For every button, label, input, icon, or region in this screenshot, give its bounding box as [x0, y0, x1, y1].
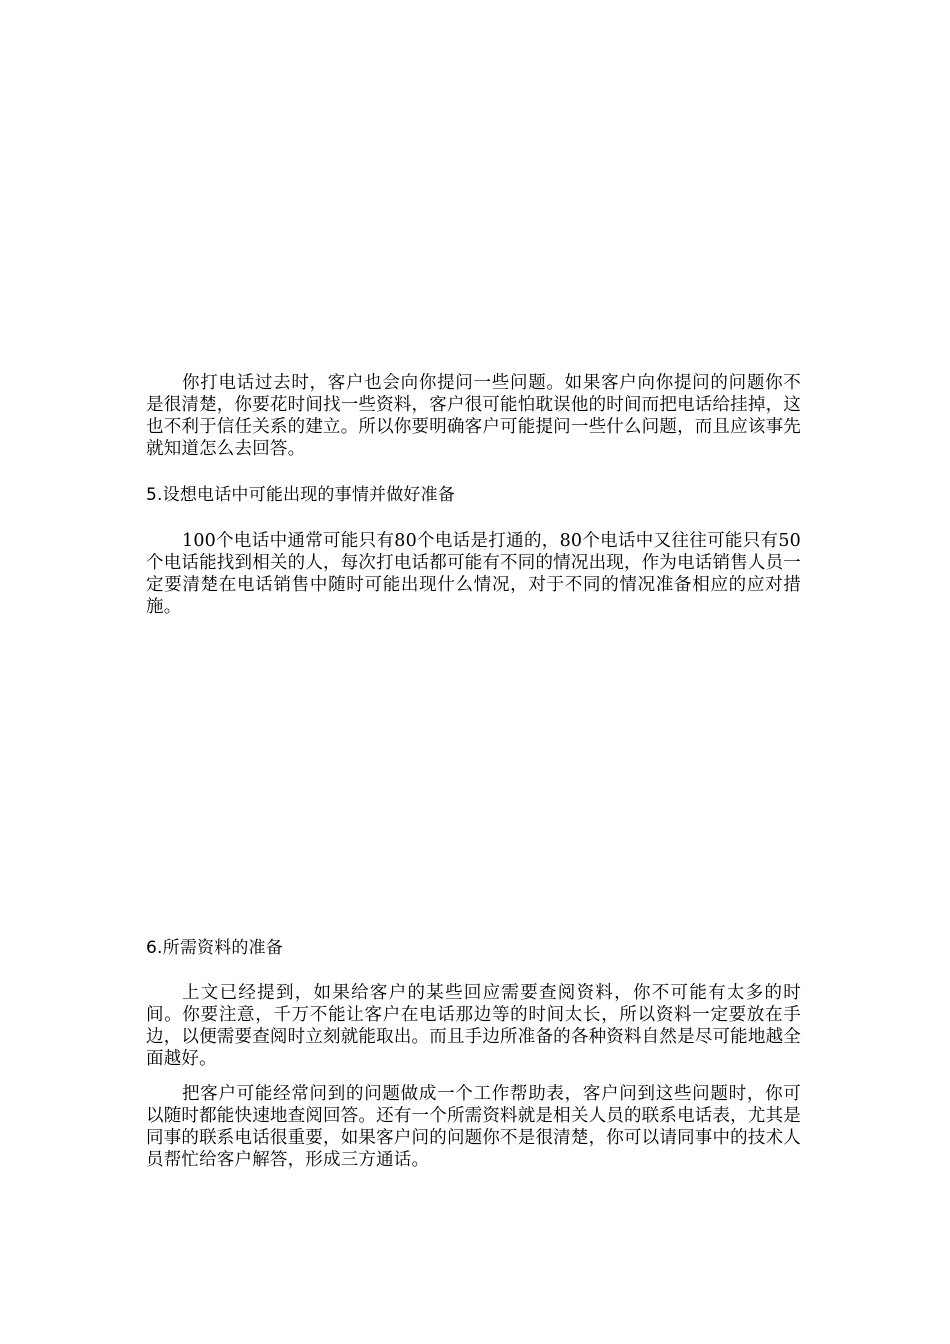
section-heading-6: 6.所需资料的准备 — [146, 938, 284, 958]
paragraph-materials-at-hand: 上文已经提到，如果给客户的某些回应需要查阅资料，你不可能有太多的时间。你要注意，千万不能让客户在电话那边等的时间太长，所以资料一定要放在手边，以便需要查阅时立刻就能取出。而且手边所准备的各种资料自然是尽可能地越全面越好。 — [146, 983, 801, 1069]
paragraph-help-sheet: 把客户可能经常问到的问题做成一个工作帮助表，客户问到这些问题时，你可以随时都能快速地查阅回答。还有一个所需资料就是相关人员的联系电话表，尤其是同事的联系电话很重要，如果客户问的问题你不是很清楚，你可以请同事中的技术人员帮忙给客户解答，形成三方通话。 — [146, 1084, 801, 1170]
paragraph-client-questions: 你打电话过去时，客户也会向你提问一些问题。如果客户向你提问的问题你不是很清楚，你要花时间找一些资料，客户很可能怕耽误他的时间而把电话给挂掉，这也不利于信任关系的建立。所以你要明确客户可能提问一些什么问题，而且应该事先就知道怎么去回答。 — [146, 373, 801, 459]
paragraph-call-situations: 100个电话中通常可能只有80个电话是打通的，80个电话中又往往可能只有50个电话能找到相关的人，每次打电话都可能有不同的情况出现，作为电话销售人员一定要清楚在电话销售中随时可能出现什么情况，对于不同的情况准备相应的应对措施。 — [146, 531, 801, 617]
section-heading-5: 5.设想电话中可能出现的事情并做好准备 — [146, 485, 456, 505]
